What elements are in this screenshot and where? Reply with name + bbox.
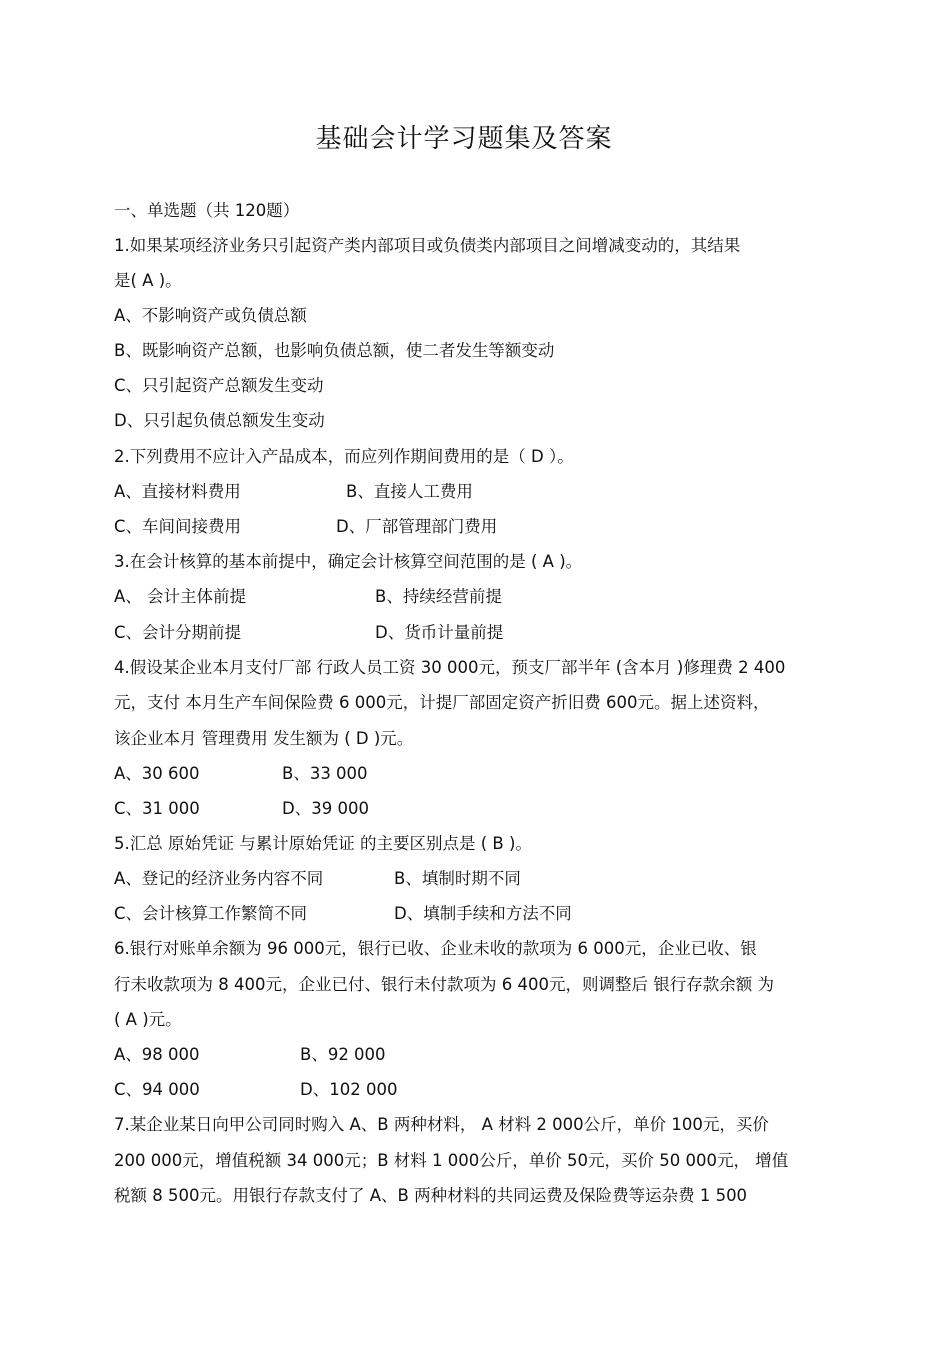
q1-option-d: D、只引起负债总额发生变动 — [114, 411, 325, 430]
q2-stem: 2.下列费用不应计入产品成本，而应列作期间费用的是（ D ）。 — [114, 447, 574, 466]
q4-option-c: C、31 000 — [114, 799, 200, 818]
document-title: 基础会计学习题集及答案 — [315, 124, 613, 154]
q2-option-a: A、直接材料费用 — [114, 482, 241, 501]
q7-stem-line-3: 税额 8 500元。用银行存款支付了 A、B 两种材料的共同运费及保险费等运杂费 1 500 — [114, 1186, 748, 1205]
q4-stem-line-1: 4.假设某企业本月支付厂部 行政人员工资 30 000元，预支厂部半年 (含本月 )修理费 2 400 — [114, 658, 786, 677]
q4-option-d: D、39 000 — [282, 799, 369, 818]
q2-option-d: D、厂部管理部门费用 — [336, 517, 498, 536]
q4-option-b: B、33 000 — [282, 764, 368, 783]
q1-option-a: A、不影响资产或负债总额 — [114, 306, 307, 325]
q3-option-c: C、会计分期前提 — [114, 623, 242, 642]
q3-option-d: D、货币计量前提 — [375, 623, 504, 642]
q5-option-c: C、会计核算工作繁简不同 — [114, 904, 308, 923]
q6-option-a: A、98 000 — [114, 1045, 200, 1064]
q4-option-a: A、30 600 — [114, 764, 200, 783]
q6-option-b: B、92 000 — [300, 1045, 386, 1064]
q5-option-d: D、填制手续和方法不同 — [394, 904, 572, 923]
q2-option-b: B、直接人工费用 — [346, 482, 473, 501]
q3-option-a: A、 会计主体前提 — [114, 587, 247, 606]
q4-stem-line-3: 该企业本月 管理费用 发生额为 ( D )元。 — [114, 729, 414, 748]
q7-stem-line-1: 7.某企业某日向甲公司同时购入 A、B 两种材料， A 材料 2 000公斤，单价 100元，买价 — [114, 1115, 769, 1134]
q5-option-a: A、登记的经济业务内容不同 — [114, 869, 324, 888]
section-heading: 一、单选题（共 120题） — [114, 201, 300, 220]
q1-stem-line-1: 1.如果某项经济业务只引起资产类内部项目或负债类内部项目之间增减变动的，其结果 — [114, 236, 741, 255]
q5-stem: 5.汇总 原始凭证 与累计原始凭证 的主要区别点是 ( B )。 — [114, 834, 532, 853]
q6-option-d: D、102 000 — [300, 1080, 398, 1099]
q1-stem-line-2: 是( A )。 — [114, 271, 182, 290]
q6-option-c: C、94 000 — [114, 1080, 200, 1099]
q5-option-b: B、填制时期不同 — [394, 869, 521, 888]
q6-stem-line-1: 6.银行对账单余额为 96 000元，银行已收、企业未收的款项为 6 000元，企业已收、银 — [114, 939, 757, 958]
q7-stem-line-2: 200 000元，增值税额 34 000元；B 材料 1 000公斤，单价 50元，买价 50 000元， 增值 — [114, 1151, 789, 1170]
q1-option-c: C、只引起资产总额发生变动 — [114, 376, 324, 395]
q3-stem: 3.在会计核算的基本前提中，确定会计核算空间范围的是 ( A )。 — [114, 552, 583, 571]
q2-option-c: C、车间间接费用 — [114, 517, 242, 536]
q1-option-b: B、既影响资产总额，也影响负债总额，使二者发生等额变动 — [114, 341, 555, 360]
q3-option-b: B、持续经营前提 — [375, 587, 502, 606]
q6-stem-line-2: 行未收款项为 8 400元，企业已付、银行未付款项为 6 400元，则调整后 银行存款余额 为 — [114, 975, 774, 994]
q4-stem-line-2: 元，支付 本月生产车间保险费 6 000元，计提厂部固定资产折旧费 600元。据上述资料， — [114, 693, 770, 712]
q6-stem-line-3: ( A )元。 — [114, 1010, 182, 1029]
